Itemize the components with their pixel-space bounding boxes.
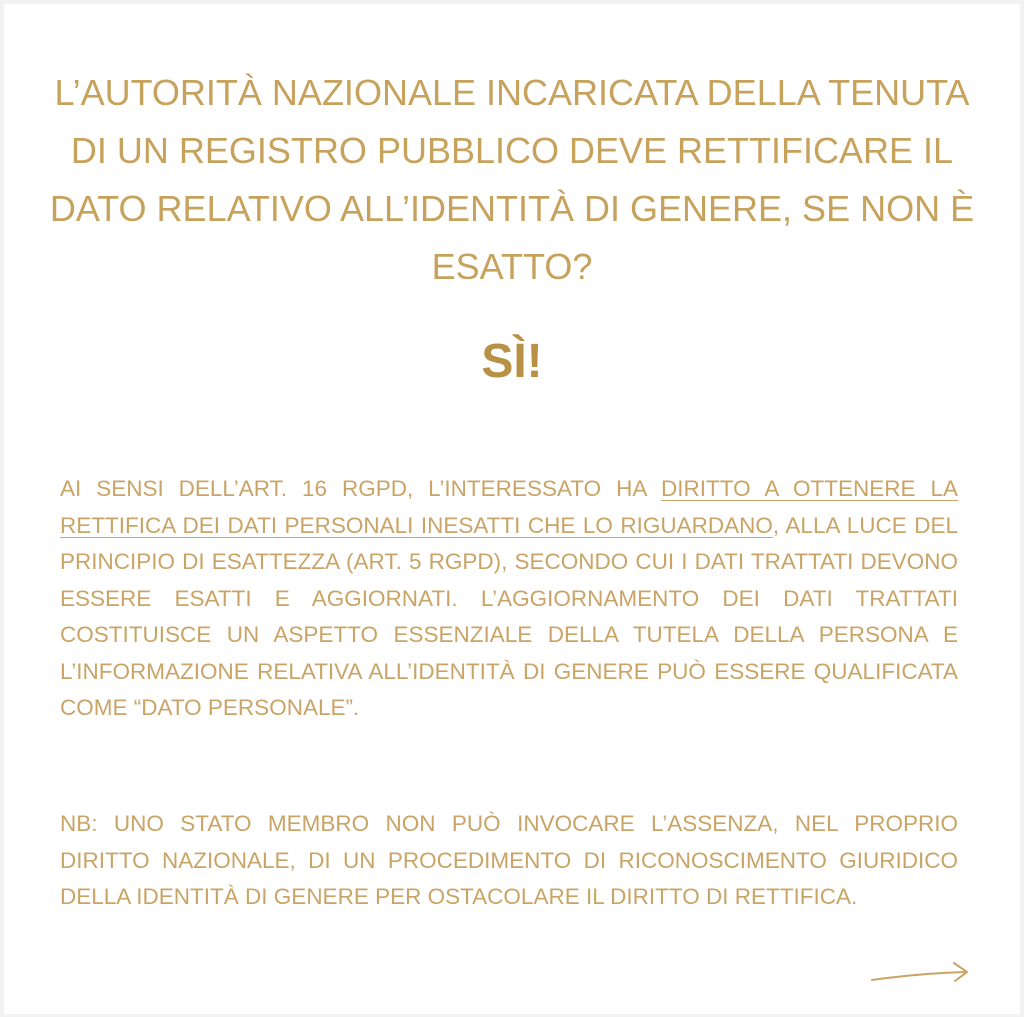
arrow-right-icon[interactable] [870, 956, 970, 986]
explanation-intro: AI SENSI DELL’ART. 16 RGPD, L’INTERESSATO HA [60, 476, 662, 501]
question-heading: L’AUTORITÀ NAZIONALE INCARICATA DELLA TENUTA DI UN REGISTRO PUBBLICO DEVE RETTIFICARE IL DATO RELATIVO ALL’IDENTITÀ DI GENERE, SE NON È ESATTO? [49, 72, 975, 287]
answer-text: SÌ! [481, 335, 543, 388]
rectification-right-highlight: DIRITTO A OTTENERE LA RETTIFICA DEI DATI PERSONALI INESATTI CHE LO RIGUARDANO [60, 476, 959, 538]
note-paragraph: NB: UNO STATO MEMBRO NON PUÒ INVOCARE L’ASSENZA, NEL PROPRIO DIRITTO NAZIONALE, DI UN PROCEDIMENTO DI RICONOSCIMENTO GIURIDICO DELLA IDENTITÀ DI GENERE PER OSTACOLARE IL DIRITTO DI RETTIFICA. [60, 811, 958, 909]
explanation-paragraph [60, 471, 958, 727]
slide-card [4, 4, 1020, 1014]
explanation-rest: , ALLA LUCE DEL PRINCIPIO DI ESATTEZZA (ART. 5 RGPD), SECONDO CUI I DATI TRATTATI DEVONO ESSERE ESATTI E AGGIORNATI. L’AGGIORNAMENTO DEI DATI TRATTATI COSTITUISCE UN ASPETTO ESSENZIALE DELLA TUTELA DELLA PERSONA E L’INFORMAZIONE RELATIVA ALL’IDENTITÀ DI GENERE PUÒ ESSERE QUALIFICATA COME “DATO PERSONALE”. [60, 512, 958, 720]
